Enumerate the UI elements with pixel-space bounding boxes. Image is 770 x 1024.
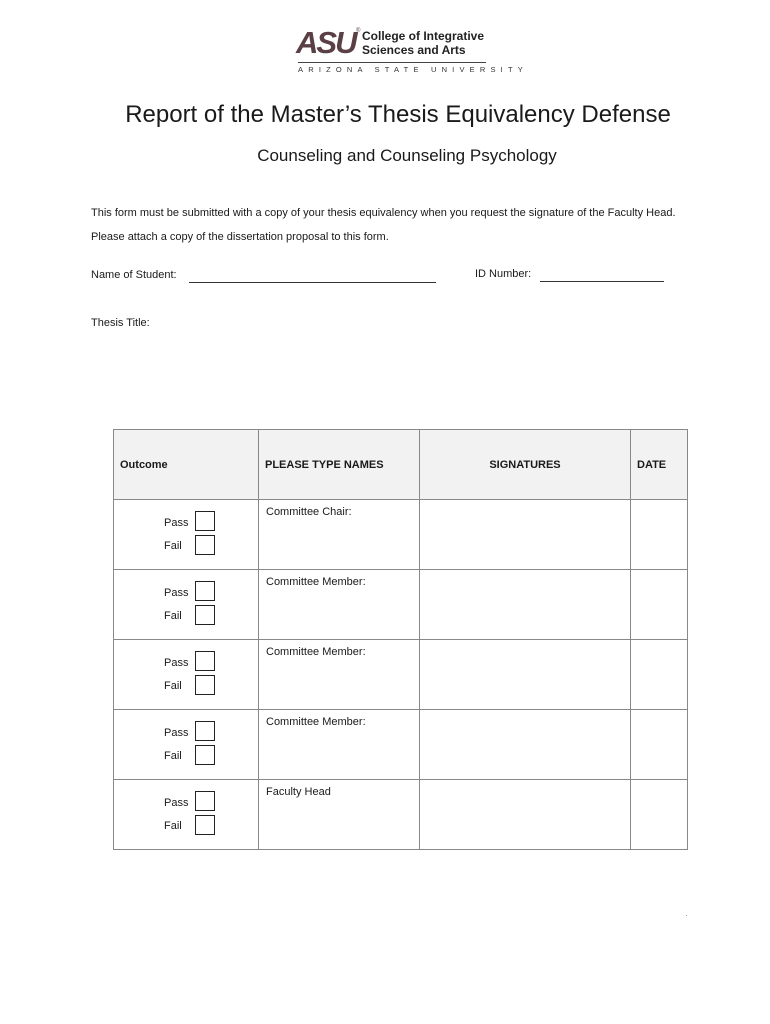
- fail-label: Fail: [164, 820, 182, 832]
- id-number-field[interactable]: [540, 281, 664, 282]
- table-row: [114, 710, 688, 780]
- fail-label: Fail: [164, 680, 182, 692]
- college-name-line-1: College of Integrative: [362, 29, 485, 43]
- outcome-cell: [114, 500, 259, 570]
- fail-checkbox[interactable]: [195, 815, 215, 835]
- signature-cell[interactable]: [420, 500, 631, 570]
- pass-checkbox[interactable]: [195, 791, 215, 811]
- table-header-row: [114, 430, 688, 500]
- signature-cell[interactable]: [420, 640, 631, 710]
- header-names: PLEASE TYPE NAMES: [259, 430, 420, 500]
- thesis-title-label: Thesis Title:: [91, 317, 150, 329]
- outcome-cell: [114, 780, 259, 850]
- date-cell[interactable]: [631, 500, 688, 570]
- pass-checkbox[interactable]: [195, 651, 215, 671]
- page-title: Report of the Master’s Thesis Equivalency Defense: [125, 101, 671, 128]
- committee-role-label: Committee Chair:: [266, 506, 352, 518]
- page-subtitle: Counseling and Counseling Psychology: [257, 146, 557, 165]
- asu-logo-mark: ASU: [296, 25, 356, 60]
- name-cell[interactable]: [259, 710, 420, 780]
- table-row: [114, 780, 688, 850]
- outcome-cell: [114, 710, 259, 780]
- table-row: [114, 570, 688, 640]
- page-speck: [686, 915, 687, 916]
- committee-role-label: Committee Member:: [266, 646, 366, 658]
- id-number-label: ID Number:: [475, 268, 532, 280]
- name-cell[interactable]: [259, 780, 420, 850]
- fail-label: Fail: [164, 540, 182, 552]
- date-cell[interactable]: [631, 640, 688, 710]
- fail-checkbox[interactable]: [195, 535, 215, 555]
- asu-logo: [296, 25, 528, 78]
- pass-checkbox[interactable]: [195, 581, 215, 601]
- header-outcome: Outcome: [114, 430, 259, 500]
- signature-cell[interactable]: [420, 710, 631, 780]
- fail-checkbox[interactable]: [195, 745, 215, 765]
- college-name: [362, 29, 484, 57]
- table-row: [114, 500, 688, 570]
- pass-label: Pass: [164, 727, 189, 739]
- committee-role-label: Committee Member:: [266, 576, 366, 588]
- date-cell[interactable]: [631, 570, 688, 640]
- student-name-field[interactable]: [189, 282, 436, 283]
- name-cell[interactable]: [259, 640, 420, 710]
- committee-table: [113, 429, 688, 850]
- college-name-line-2: Sciences and Arts: [362, 43, 466, 57]
- pass-label: Pass: [164, 797, 189, 809]
- committee-role-label: Faculty Head: [266, 786, 331, 798]
- table-row: [114, 640, 688, 710]
- instructions-text: This form must be submitted with a copy of your thesis equivalency when you request the signature of the Faculty Head. Please attach a copy of the dissertation proposal to this form.: [91, 207, 676, 243]
- outcome-cell: [114, 570, 259, 640]
- fail-label: Fail: [164, 610, 182, 622]
- signature-cell[interactable]: [420, 780, 631, 850]
- signature-cell[interactable]: [420, 570, 631, 640]
- student-name-label: Name of Student:: [91, 269, 177, 281]
- name-cell[interactable]: [259, 500, 420, 570]
- date-cell[interactable]: [631, 780, 688, 850]
- pass-label: Pass: [164, 587, 189, 599]
- fail-label: Fail: [164, 750, 182, 762]
- header-signatures: SIGNATURES: [420, 430, 631, 500]
- fail-checkbox[interactable]: [195, 675, 215, 695]
- pass-checkbox[interactable]: [195, 721, 215, 741]
- name-cell[interactable]: [259, 570, 420, 640]
- trademark-symbol: ®: [356, 28, 361, 34]
- pass-label: Pass: [164, 657, 189, 669]
- pass-label: Pass: [164, 517, 189, 529]
- pass-checkbox[interactable]: [195, 511, 215, 531]
- university-name: ARIZONA STATE UNIVERSITY: [298, 65, 528, 74]
- header-date: DATE: [631, 430, 688, 500]
- logo-divider: [298, 62, 486, 63]
- outcome-cell: [114, 640, 259, 710]
- committee-role-label: Committee Member:: [266, 716, 366, 728]
- fail-checkbox[interactable]: [195, 605, 215, 625]
- date-cell[interactable]: [631, 710, 688, 780]
